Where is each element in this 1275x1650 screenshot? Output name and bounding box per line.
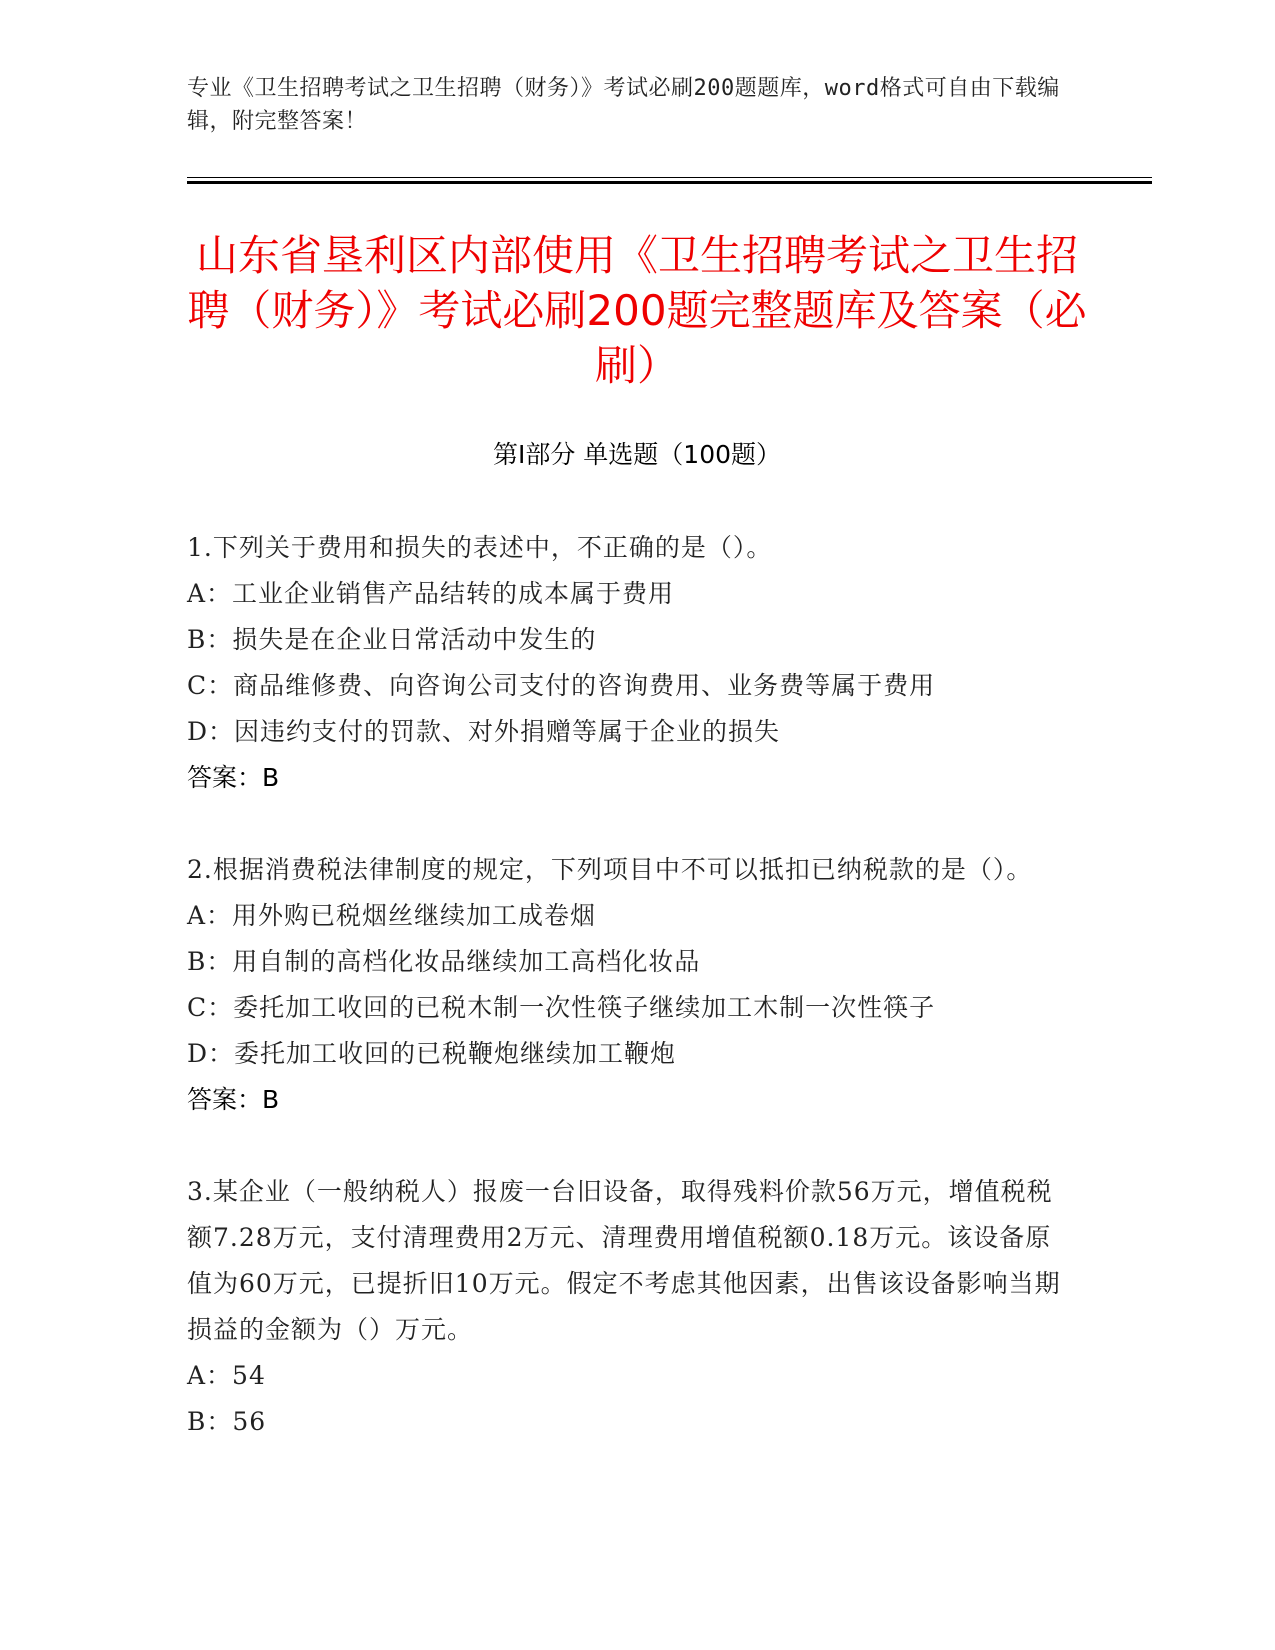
question-1 bbox=[187, 525, 1067, 801]
question-list bbox=[187, 525, 1067, 1491]
option-c: C：委托加工收回的已税木制一次性筷子继续加工木制一次性筷子 bbox=[187, 993, 936, 1022]
question-stem: 2.根据消费税法律制度的规定，下列项目中不可以抵扣已纳税款的是（）。 bbox=[187, 855, 1033, 884]
question-3 bbox=[187, 1169, 1067, 1445]
header-divider-thin bbox=[187, 177, 1152, 178]
option-c: C：商品维修费、向咨询公司支付的咨询费用、业务费等属于费用 bbox=[187, 671, 936, 700]
section-title: 第Ⅰ部分 单选题（100题） bbox=[492, 440, 782, 469]
option-d: D：委托加工收回的已税鞭炮继续加工鞭炮 bbox=[187, 1039, 677, 1068]
header-divider-thick bbox=[187, 181, 1152, 184]
option-d: D：因违约支付的罚款、对外捐赠等属于企业的损失 bbox=[187, 717, 781, 746]
header-note: 专业《卫生招聘考试之卫生招聘（财务）》考试必刷200题题库，word格式可自由下载编辑，附完整答案！ bbox=[187, 76, 1060, 134]
option-a: A：用外购已税烟丝继续加工成卷烟 bbox=[187, 901, 597, 930]
option-b: B：损失是在企业日常活动中发生的 bbox=[187, 625, 597, 654]
question-2 bbox=[187, 847, 1067, 1123]
option-a: A：54 bbox=[187, 1361, 266, 1390]
answer: 答案：B bbox=[187, 763, 280, 792]
option-b: B：56 bbox=[187, 1407, 267, 1436]
answer: 答案：B bbox=[187, 1085, 280, 1114]
question-stem: 1.下列关于费用和损失的表述中，不正确的是（）。 bbox=[187, 533, 773, 562]
document-title: 山东省垦利区内部使用《卫生招聘考试之卫生招聘（财务）》考试必刷200题完整题库及答案（必刷） bbox=[187, 231, 1087, 390]
option-b: B：用自制的高档化妆品继续加工高档化妆品 bbox=[187, 947, 701, 976]
question-stem: 3.某企业（一般纳税人）报废一台旧设备，取得残料价款56万元，增值税税额7.28万元，支付清理费用2万元、清理费用增值税额0.18万元。该设备原值为60万元，已提折旧10万元。假定不考虑其他因素，出售该设备影响当期损益的金额为（）万元。 bbox=[187, 1177, 1061, 1344]
option-a: A：工业企业销售产品结转的成本属于费用 bbox=[187, 579, 675, 608]
